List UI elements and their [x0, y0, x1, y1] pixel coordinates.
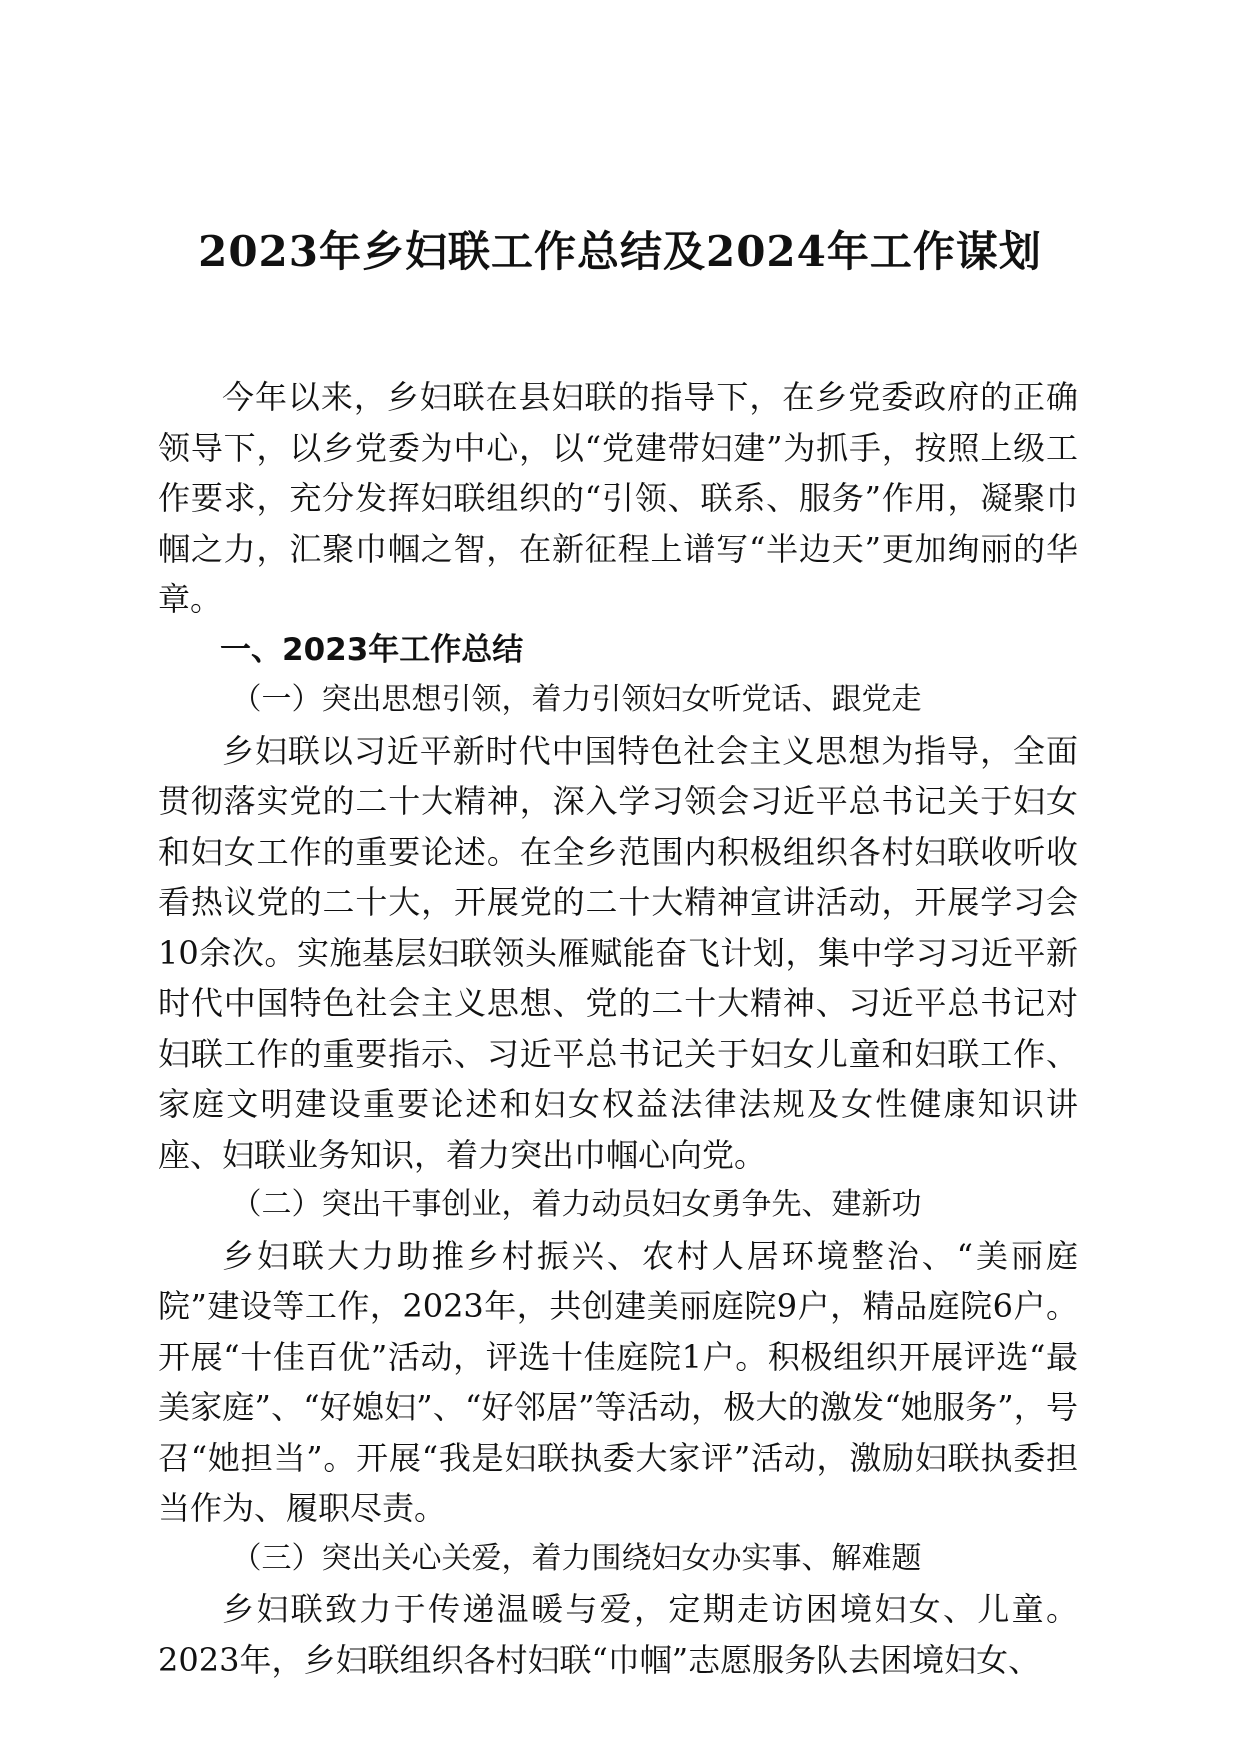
body-paragraph: 乡妇联致力于传递温暖与爱，定期走访困境妇女、儿童。2023年，乡妇联组织各村妇联“巾帼”志愿服务队去困境妇女、 — [158, 1590, 1078, 1679]
body-paragraph: 乡妇联以习近平新时代中国特色社会主义思想为指导，全面贯彻落实党的二十大精神，深入学习领会习近平总书记关于妇女和妇女工作的重要论述。在全乡范围内积极组织各村妇联收听收看热议党的二十大，开展党的二十大精神宣讲活动，开展学习会10余次。实施基层妇联领头雁赋能奋飞计划，集中学习习近平新时代中国特色社会主义思想、党的二十大精神、习近平总书记对妇联工作的重要指示、习近平总书记关于妇女儿童和妇联工作、家庭文明建设重要论述和妇女权益法律法规及女性健康知识讲座、妇联业务知识，着力突出巾帼心向党。 — [158, 731, 1078, 1174]
body-paragraph: 乡妇联大力助推乡村振兴、农村人居环境整治、“美丽庭院”建设等工作，2023年，共创建美丽庭院9户，精品庭院6户。开展“十佳百优”活动，评选十佳庭院1户。积极组织开展评选“最美家庭”、“好媳妇”、“好邻居”等活动，极大的激发“她服务”，号召“她担当”。开展“我是妇联执委大家评”活动，激励妇联执委担当作为、履职尽责。 — [158, 1236, 1078, 1527]
intro-paragraph: 今年以来，乡妇联在县妇联的指导下，在乡党委政府的正确领导下，以乡党委为中心，以“党建带妇建”为抓手，按照上级工作要求，充分发挥妇联组织的“引领、联系、服务”作用，凝聚巾帼之力，汇聚巾帼之智，在新征程上谱写“半边天”更加绚丽的华章。 — [158, 378, 1078, 618]
section-heading-summary-2023: 一、2023年工作总结 — [220, 631, 524, 668]
document-title: 2023年乡妇联工作总结及2024年工作谋划 — [198, 227, 1042, 276]
subsection-heading-2: （二）突出干事创业，着力动员妇女勇争先、建新功 — [231, 1187, 922, 1222]
subsection-heading-3: （三）突出关心关爱，着力围绕妇女办实事、解难题 — [231, 1540, 922, 1576]
subsection-heading-1: （一）突出思想引领，着力引领妇女听党话、跟党走 — [231, 682, 922, 717]
document-body — [158, 372, 1078, 1685]
